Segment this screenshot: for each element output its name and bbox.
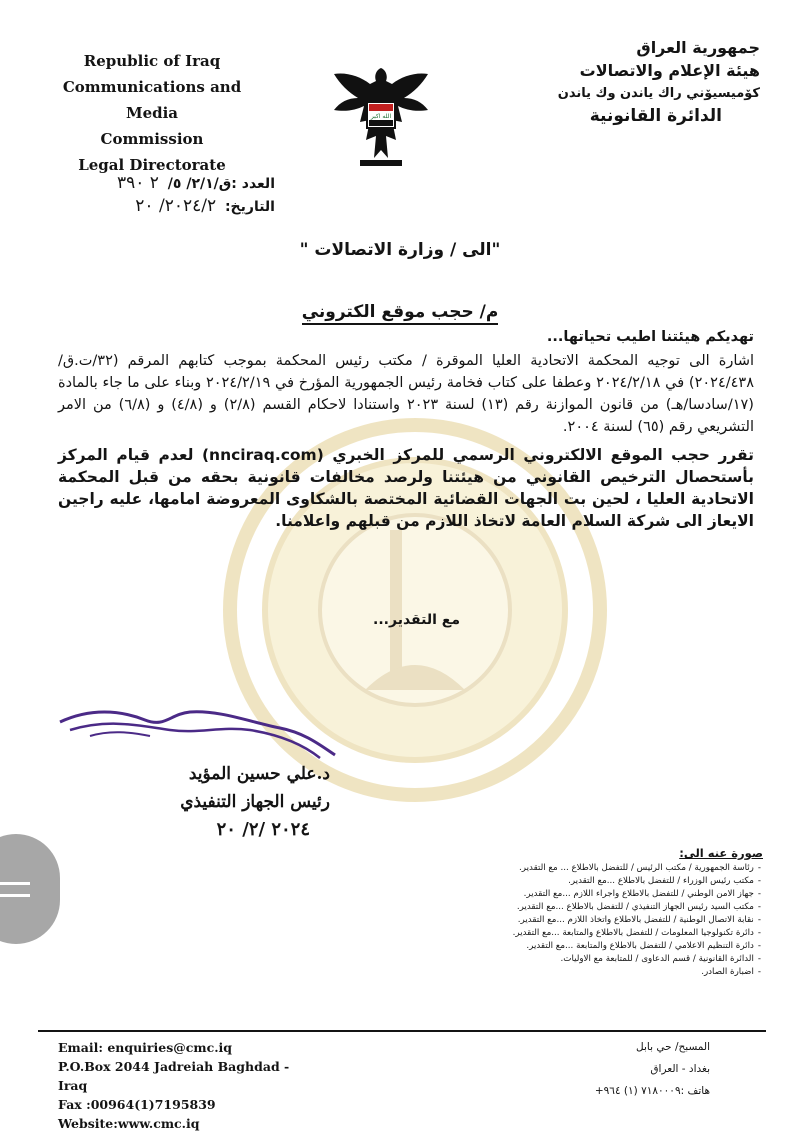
closing-salutation: مع التقدير... [373,612,460,628]
addressee: "الى / وزارة الاتصالات " [299,240,501,260]
footer-ar-city: بغداد - العراق [650,1063,710,1075]
footer-english [58,1038,318,1133]
footer-website: Website:www.cmc.iq [58,1116,200,1131]
signature-block [90,760,330,844]
cc-item: - جهاز الامن الوطني / للتفضل بالاطلاع واجراء اللازم ...مع التقدير. [395,888,761,901]
cc-item: - اضبارة الصادر. [395,966,761,979]
footer-ar-address: المسبح/ حي بابل [636,1041,710,1053]
cc-item: - نقابة الاتصال الوطنية / للتفضل بالاطلاع واتخاذ اللازم ...مع التقدير. [395,914,761,927]
reference-date-handwritten: ٢٠٢٤/٢/ ٢٠ [135,196,217,216]
cc-item: - دائرة التنظيم الاعلامي / للتفضل بالاطلاع والمتابعة ...مع التقدير. [395,940,761,953]
cc-title: صورة عنه الى: [679,846,763,860]
reference-block [35,172,275,218]
reference-date-label: التاريخ: [224,199,275,215]
footer-email: Email: enquiries@cmc.iq [58,1040,233,1055]
footer-ar-phone: هاتف :٧١٨٠٠٠٩ (١) ٩٦٤+ [594,1085,710,1097]
cc-item: - مكتب السيد رئيس الجهاز التنفيذي / للتفضل بالاطلاع ...مع التقدير. [395,901,761,914]
header-en-line: Commission [100,130,204,148]
body-paragraph: تقرر حجب الموقع الالكتروني الرسمي للمركز الخبري (nnciraq.com) لعدم قيام المركز بأستحصال الترخيص القانوني من هيئتنا ولرصد مخالفات قانونية بحقه من قبل المحكمة الاتحادية العليا ، لحين بت الجهات القضائية المختصة بالشكاوى المعروضة امامها، عليه راجين الايعاز الى شركة السلام العامة لاتخاذ اللازم من قبلهم واعلامنا. [58,446,754,530]
header-arabic [500,36,760,128]
signatory-name: د.علي حسين المؤيد [188,764,330,784]
greeting: تهديكم هيئتنا اطيب تحياتها... [546,329,754,345]
header-ar-line: هيئة الإعلام والاتصالات [579,61,760,80]
footer-arabic [510,1036,710,1102]
svg-text:الله اكبر: الله اكبر [370,113,392,120]
body-paragraph: اشارة الى توجيه المحكمة الاتحادية العليا الموقرة / مكتب رئيس المحكمة بموجب كتابهم المرقم (٣٢/ت.ق/٢٠٢٤/٤٣٨) في ٢٠٢٤/٢/١٨ وعطفا على كتاب فخامة رئيس الجمهورية المؤرخ في ٢٠٢٤/٢/١٩ وبناء على ما جاء بالمادة (١٧/سادسا/هـ) من قانون الموازنة رقم (١٣) لسنة ٢٠٢٣ واستنادا لاحكام القسم (٢/٨) و (٤/٨) و (٦/٨) من الامر التشريعي رقم (٦٥) لسنة ٢٠٠٤. [58,353,754,435]
signature-date: ٢٠٢٤ /٢/ ٢٠ [216,819,310,840]
header-ar-line: كۆميسيۆني راك ياندن وك ياندن [557,86,760,101]
handle-grip-line [0,894,30,897]
iraq-eagle-emblem-icon [330,62,432,172]
footer-po-box: P.O.Box 2044 Jadreiah Baghdad -Iraq [58,1059,290,1093]
cc-item: - رئاسة الجمهورية / مكتب الرئيس / للتفضل بالاطلاع ... مع التقدير. [395,862,761,875]
cc-list [395,846,765,979]
cc-item: - دائرة تكنولوجيا المعلومات / للتفضل بالاطلاع والمتابعة ...مع التقدير. [395,927,761,940]
header-en-line: Communications and Media [62,78,242,122]
header-en-line: Legal Directorate [78,156,226,174]
header-en-line: Republic of Iraq [83,52,221,70]
subject-line [0,302,800,322]
signatory-title: رئيس الجهاز التنفيذي [180,792,330,812]
cc-item: - مكتب رئيس الوزراء / للتفضل بالاطلاع ...مع التقدير. [395,875,761,888]
footer-divider [38,1030,766,1032]
handle-grip-line [0,882,30,885]
reference-number-label: العدد :ق/٢/١/ ٥/ [167,176,275,192]
reference-number [35,172,275,195]
letter-body [58,326,754,532]
footer-fax: Fax :00964(1)7195839 [58,1097,216,1112]
header-ar-line: جمهورية العراق [636,38,760,57]
cc-item: - الدائرة القانونية / قسم الدعاوى / للمتابعة مع الاوليات. [395,953,761,966]
header-english [42,48,262,178]
reference-number-handwritten: ٢ ٣٩٠ [116,173,159,193]
side-drag-handle[interactable] [0,834,60,944]
reference-date [35,195,275,218]
header-ar-line: الدائرة القانونية [589,106,722,126]
subject-text: م/ حجب موقع الكتروني [302,302,499,325]
